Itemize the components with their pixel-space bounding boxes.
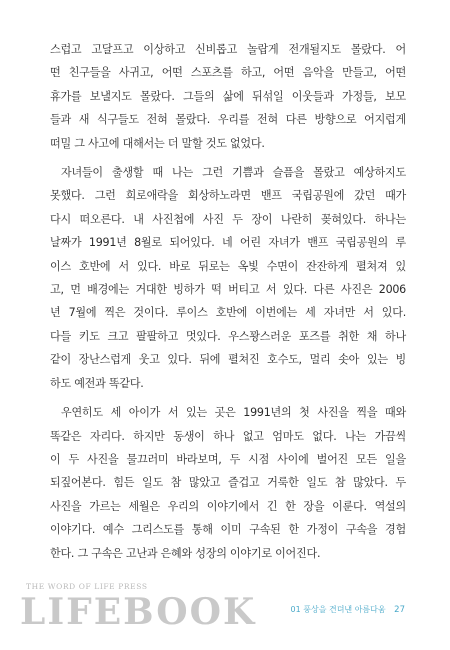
text-line: 하도 예전과 똑같다. (50, 376, 144, 390)
text-line: 다시 떠오른다. 내 사진첩에 사진 두 장이 나란히 꽂혀있다. 하나는 (50, 212, 406, 226)
text-line: 이스 호반에 서 있다. 바로 뒤로는 옥빛 수면이 잔잔하게 펼쳐져 있 (50, 259, 406, 273)
text-line: 휴가를 보낼지도 몰랐다. 그들의 삶에 뒤섞일 이웃들과 가정들, 보모 (50, 89, 406, 103)
text-line: 이야기다. 예수 그리스도를 통해 이미 구속된 한 가정이 구속을 경험 (50, 523, 406, 537)
text-line: 자녀들이 출생할 때 나는 그런 기쁨과 슬픔을 몰랐고 예상하지도 (61, 166, 406, 180)
text-line: 고, 먼 배경에는 거대한 빙하가 떡 버티고 서 있다. 다른 사진은 2006 (50, 283, 406, 297)
text-line: 떤 친구들을 사귀고, 어떤 스포츠를 하고, 어떤 음악을 만들고, 어떤 (50, 66, 406, 80)
text-line: 이 두 사진을 물끄러미 바라보며, 두 시점 사이에 벌어진 모든 일을 (50, 452, 406, 466)
text-line: 똑같은 자리다. 하지만 동생이 하나 없고 엄마도 없다. 나는 가끔씩 (50, 429, 406, 443)
text-line: 사진을 가르는 세월은 우리의 이야기에서 긴 한 장을 이룬다. 역설의 (50, 499, 406, 513)
text-line: 못했다. 그런 희로애락을 회상하노라면 밴프 국립공원에 갔던 때가 (50, 189, 406, 203)
text-line: 다들 키도 크고 팔팔하고 멋있다. 우스꽝스러운 포즈를 취한 채 하나 (50, 329, 406, 343)
text-line: 한다. 그 구속은 고난과 은혜와 성장의 이야기로 이어진다. (50, 546, 321, 560)
running-title: 01 풍상을 견뎌낸 아름다움 (290, 605, 386, 614)
publisher-logo (20, 582, 257, 642)
page-footer (0, 580, 450, 650)
logo-wordmark: LIFEBOOK (20, 591, 257, 633)
logo-tagline: THE WORD OF LIFE PRESS (26, 582, 148, 591)
text-line: 되짚어본다. 힘든 일도 참 많았고 즐겁고 거룩한 일도 참 많았다. 두 (50, 476, 406, 490)
text-line: 들과 새 식구들도 전혀 몰랐다. 우리를 전혀 다른 방향으로 어지럽게 (50, 113, 406, 127)
running-footer (291, 604, 405, 615)
body-text (50, 38, 406, 571)
text-line: 떠밀 그 사고에 대해서는 더 말할 것도 없었다. (50, 136, 265, 150)
paragraph-3 (50, 401, 406, 565)
text-line: 스럽고 고달프고 이상하고 신비롭고 놀랍게 전개될지도 몰랐다. 어 (50, 43, 406, 56)
text-line: 우연히도 세 아이가 서 있는 곳은 1991년의 첫 사진을 찍을 때와 (61, 406, 406, 420)
paragraph-1 (50, 38, 406, 155)
page-number: 27 (394, 605, 405, 615)
text-line: 같이 장난스럽게 웃고 있다. 뒤에 펼쳐진 호수도, 멀리 솟아 있는 빙 (50, 353, 406, 367)
paragraph-2 (50, 161, 406, 395)
text-line: 날짜가 1991년 8월로 되어있다. 네 어린 자녀가 밴프 국립공원의 루 (50, 236, 406, 250)
text-line: 년 7월에 찍은 것이다. 루이스 호반에 이번에는 세 자녀만 서 있다. (50, 306, 406, 320)
